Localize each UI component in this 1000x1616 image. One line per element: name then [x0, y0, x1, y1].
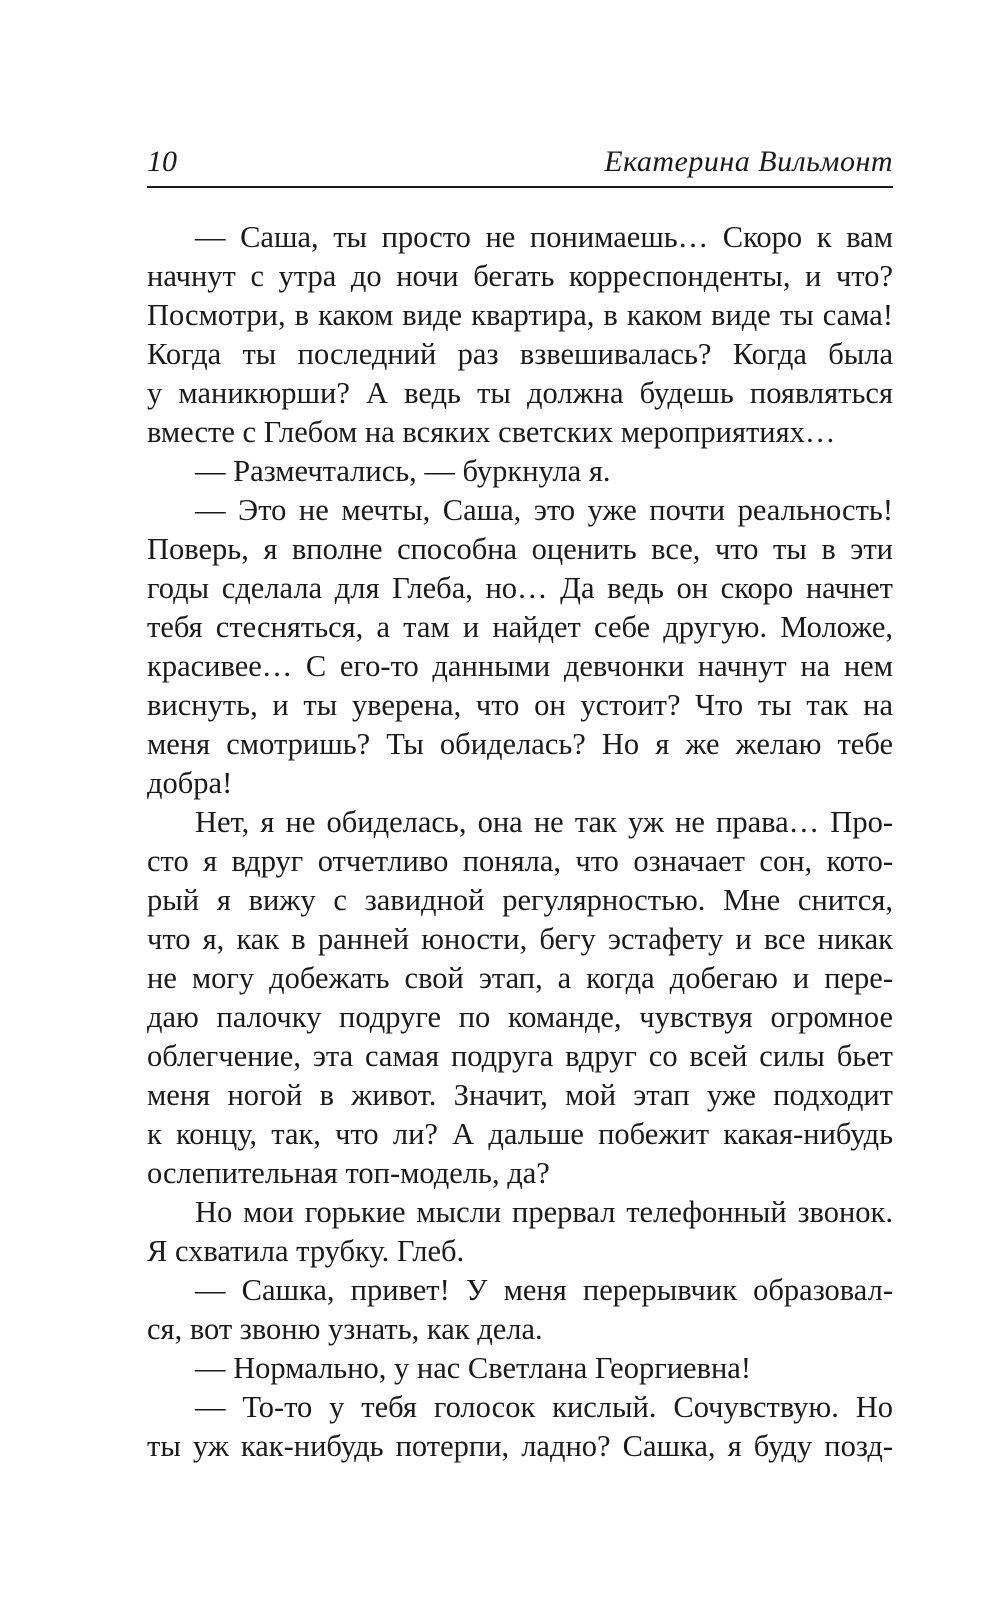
text-line: ослепительная топ-модель, да? [147, 1156, 550, 1190]
text-line: — Саша, ты просто не понимаешь… Скоро к вам [195, 220, 893, 254]
text-line: сто я вдруг отчетливо поняла, что означает сон, кото- [147, 844, 893, 878]
text-line: меня ногой в живот. Значит, мой этап уже подходит [147, 1078, 893, 1112]
text-line: у маникюрши? А ведь ты должна будешь появляться [147, 376, 893, 410]
text-line: ты уж как-нибудь потерпи, ладно? Сашка, я буду позд- [147, 1429, 893, 1463]
body-text [147, 218, 893, 1466]
text-line: вместе с Глебом на всяких светских мероприятиях… [147, 415, 836, 449]
text-line: облегчение, эта самая подруга вдруг со всей силы бьет [147, 1039, 893, 1073]
text-line: меня смотришь? Ты обиделась? Но я же желаю тебе [147, 727, 893, 761]
text-line: годы сделала для Глеба, но… Да ведь он скоро начнет [147, 571, 893, 605]
text-line: Когда ты последний раз взвешивалась? Когда была [147, 337, 893, 371]
text-line: Поверь, я вполне способна оценить все, что ты в эти [147, 532, 893, 566]
text-line: виснуть, и ты уверена, что он устоит? Что ты так на [147, 688, 893, 722]
text-line: рый я вижу с завидной регулярностью. Мне снится, [147, 883, 893, 917]
text-line: что я, как в ранней юности, бегу эстафету и все никак [147, 922, 893, 956]
text-line: даю палочку подруге по команде, чувствуя огромное [147, 1000, 893, 1034]
text-line: Я схватила трубку. Глеб. [147, 1234, 465, 1268]
text-line: Но мои горькие мысли прервал телефонный звонок. [195, 1195, 893, 1229]
text-line: к концу, так, что ли? А дальше побежит какая-нибудь [147, 1117, 893, 1151]
text-line: — Размечтались, — буркнула я. [195, 454, 611, 488]
running-header [147, 140, 893, 188]
text-line: Нет, я не обиделась, она не так уж не права… Про- [195, 805, 893, 839]
text-line: — Нормально, у нас Светлана Георгиевна! [195, 1351, 751, 1385]
text-line: добра! [147, 766, 233, 800]
running-header-author: Екатерина Вильмонт [604, 145, 893, 178]
text-line: Посмотри, в каком виде квартира, в каком виде ты сама! [147, 298, 893, 332]
text-line: — Сашка, привет! У меня перерывчик образовал- [195, 1273, 893, 1307]
text-line: не могу добежать свой этап, а когда добегаю и пере- [147, 961, 893, 995]
text-line: ся, вот звоню узнать, как дела. [147, 1312, 543, 1346]
page-number: 10 [147, 145, 177, 178]
text-line: — Это не мечты, Саша, это уже почти реальность! [195, 493, 893, 527]
text-line: начнут с утра до ночи бегать корреспонденты, и что? [147, 259, 893, 293]
text-line: красивее… С его-то данными девчонки начнут на нем [147, 649, 893, 683]
text-line: — То-то у тебя голосок кислый. Сочувствую. Но [195, 1390, 893, 1424]
text-line: тебя стесняться, а там и найдет себе другую. Моложе, [147, 610, 893, 644]
